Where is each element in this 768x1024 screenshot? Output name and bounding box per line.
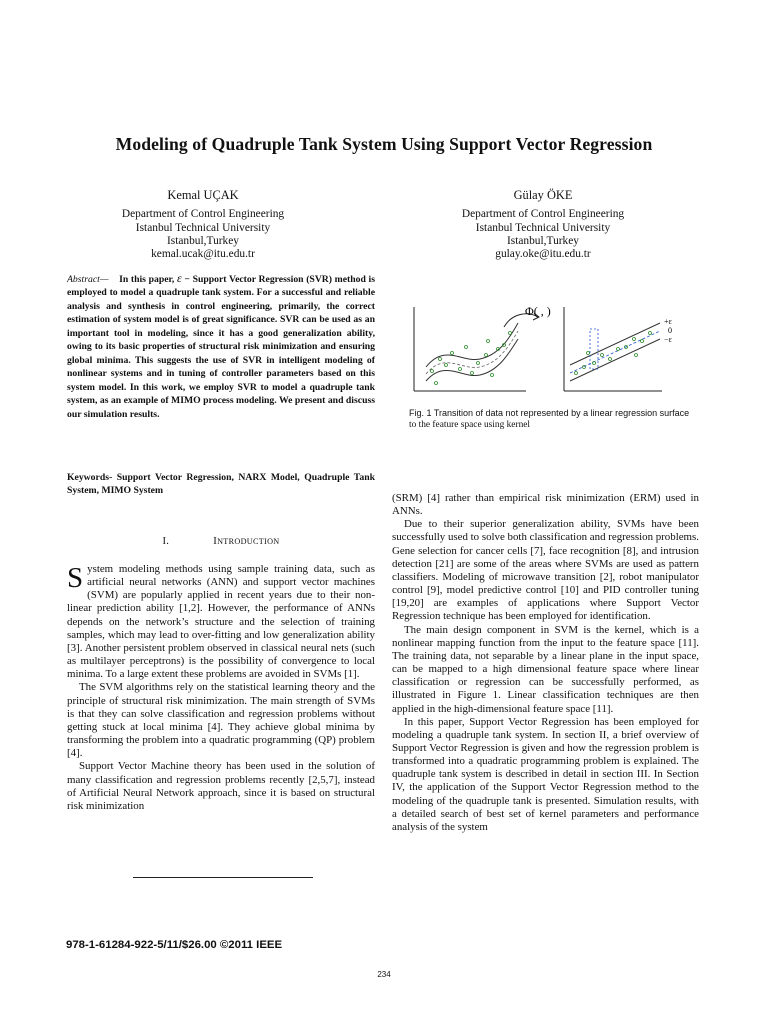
phi-label: Φ( , ) — [525, 304, 551, 318]
intro-paragraph-1: System modeling methods using sample training data, such as artificial neural networks (ANN) and support vector machines (SVM) are popularly applied in recent years due to their non-linear prediction ability [1,2]. However, the performance of ANNs depends on the network’s structure and the selection of training samples, which may lead to over-fitting and low generalization ability [3]. Another persistent problem observed in classical neural nets (such as multilayer perceptrons) is the possibility of convergence to local minima. To a large extent these problems are avoided in SVMs [1]. — [67, 562, 375, 681]
figure-1 — [400, 293, 700, 408]
paper-title: Modeling of Quadruple Tank System Using Support Vector Regression — [115, 134, 653, 154]
footnote-rule — [133, 877, 313, 878]
left-data-points — [431, 332, 512, 385]
intro-paragraph-2: The SVM algorithms rely on the statistical learning theory and the principle of structural risk minimization. The main strength of SVMs is that they can solve classification and regression problems without getting stuck at local minima [4]. They achieve global minima by transforming the problem into a quadratic programming (QP) problem [4]. — [67, 681, 375, 760]
keywords: Keywords- Support Vector Regression, NARX Model, Quadruple Tank System, MIMO System — [67, 472, 375, 497]
right-paragraph-2: The main design component in SVM is the kernel, which is a nonlinear mapping function from the input to the feature space [11]. The training data, not separable by a linear plane in the input space, can be mapped to a high dimensional feature space where linear classification or regression can be successfully performed, as illustrated in Figure 1. Linear classification techniques are then applied in the high-dimensional feature space [11]. — [392, 623, 699, 715]
section-number: I. — [162, 536, 170, 547]
author-name: Gülay ÖKE — [513, 188, 573, 202]
author-city: Istanbul,Turkey — [166, 234, 240, 247]
author-university: Istanbul Technical University — [135, 221, 271, 234]
author-email: gulay.oke@itu.edu.tr — [495, 248, 591, 261]
section-heading-introduction — [67, 536, 375, 547]
section-title: INTRODUCTION — [213, 536, 280, 547]
right-paragraph-1: Due to their superior generalization ability, SVMs have been successfully used to solve both classification and regression problems. Gene selection for cancer cells [7], face recognition [8], and intrusion detection [21] are some of the areas where SVMs are used as pattern classifiers. Modeling of microwave transition [2], robot manipulator control [9], model predictive control [10] and PID controller tuning [19,20] are examples of applications where Support Vector Regression technique has been employed for identification. — [392, 518, 699, 623]
author-name: Kemal UÇAK — [167, 188, 239, 202]
author-department: Department of Control Engineering — [461, 208, 625, 221]
author-department: Department of Control Engineering — [121, 208, 285, 221]
figure-1-caption — [409, 407, 709, 431]
author-block-1 — [58, 189, 348, 261]
figure-1-diagram — [400, 293, 700, 408]
right-column-body — [392, 492, 699, 834]
right-paragraph-0: (SRM) [4] rather than empirical risk minimization (ERM) used in ANNs. — [392, 492, 699, 518]
nonlinear-curve-center — [426, 331, 518, 374]
caption-line-2: to the feature space using kernel — [409, 420, 531, 430]
page-number: 234 — [377, 970, 391, 979]
introduction-body — [67, 563, 375, 813]
right-paragraph-3: In this paper, Support Vector Regression has been employed for modeling a quadruple tank system. In section II, a brief overview of Support Vector Regression is given and how the regression problem is transformed into a quadratic programming problem is explained. The quadruple tank system is described in detail in section III. In Section IV, the application of the Support Vector Regression method to the modeling of the quadruple tank is presented. Simulation results, with a detailed search of best set of kernel parameters and performance analysis of the system — [392, 715, 699, 833]
abstract-lead: Abstract— — [67, 274, 109, 285]
author-block-2 — [398, 189, 688, 261]
linear-upper — [570, 323, 660, 365]
abstract — [67, 272, 375, 421]
zero-label: 0 — [668, 326, 672, 335]
abstract-text: − Support Vector Regression (SVR) method is employed to model a quadruple tank system. For a successful and reliable analysis and synthesis in control engineering, primarily, the correct estimation of system model is of great significance. SVR can be used as an important tool in modeling, since it has a good generalization ability, owing to its basic properties of structural risk minimization and ensuring global minima. This suggests the use of SVR in intelligent modeling of nonlinear systems and in tuning of controller parameters based on this system model. In this work, we employ SVR to model a quadruple tank system, as an example of MIMO process modeling. We present and discuss our simulation results. — [67, 274, 376, 420]
author-university: Istanbul Technical University — [475, 221, 611, 234]
intro-paragraph-3: Support Vector Machine theory has been used in the solution of many classification and regression problems recently [2,5,7], instead of Artificial Neural Network approach, since it is based on structural risk minimization — [67, 760, 375, 812]
minus-epsilon-label: −ε — [664, 335, 672, 344]
epsilon-symbol: ε — [177, 271, 182, 285]
author-city: Istanbul,Turkey — [506, 234, 580, 247]
plus-epsilon-label: +ε — [664, 317, 672, 326]
copyright-notice: 978-1-61284-922-5/11/$26.00 ©2011 IEEE — [66, 939, 283, 951]
margin-box — [590, 329, 598, 369]
linear-center — [570, 331, 660, 373]
linear-lower — [570, 339, 660, 381]
drop-cap: S — [67, 562, 84, 594]
abstract-text-start: In this paper, — [119, 274, 178, 285]
author-email: kemal.ucak@itu.edu.tr — [151, 248, 255, 261]
caption-line-1: Fig. 1 Transition of data not represented by a linear regression surface — [409, 408, 690, 418]
